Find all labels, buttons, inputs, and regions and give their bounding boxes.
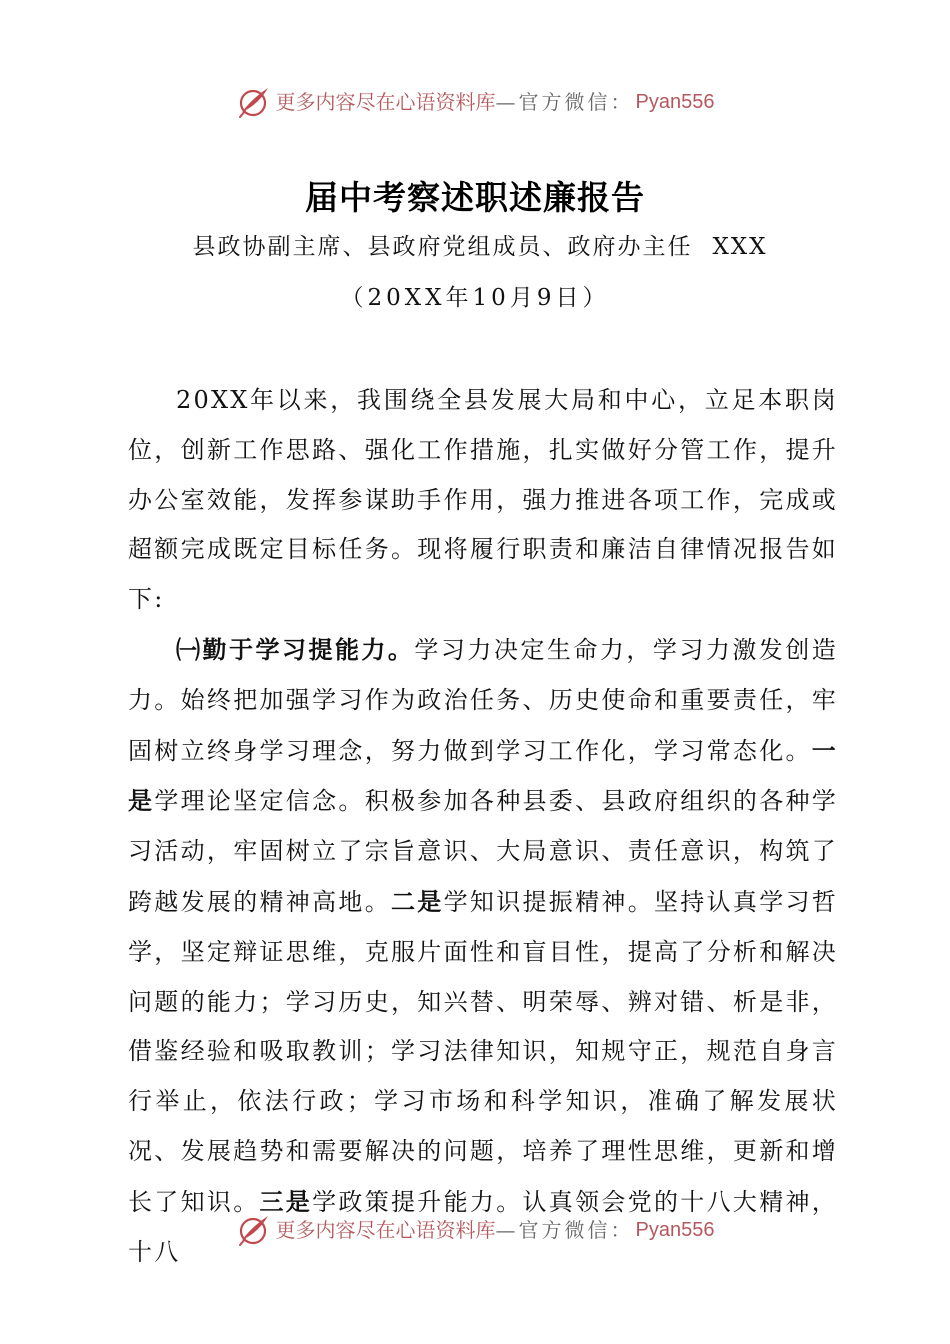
header-watermark bbox=[0, 82, 950, 122]
document-author-line bbox=[0, 229, 950, 265]
document-body bbox=[128, 376, 838, 1277]
intro-paragraph: 20XX年以来，我围绕全县发展大局和中心，立足本职岗位，创新工作思路、强化工作措施，扎实做好分管工作，提升办公室效能，发挥参谋助手作用，强力推进各项工作，完成或超额完成既定目标任务。现将履行职责和廉洁自律情况报告如下: bbox=[128, 386, 838, 614]
footer-watermark bbox=[0, 1210, 950, 1250]
point-2-label: 二是 bbox=[391, 886, 444, 916]
quill-logo-icon bbox=[236, 1212, 272, 1248]
point-3-text: 学政策提升能力。认真领会党的十八大精神，十八 bbox=[128, 1187, 839, 1266]
watermark-brand-text: 更多内容尽在心语资料库 bbox=[275, 90, 496, 114]
author-position: 县政协副主席、县政府党组成员、政府办主任 bbox=[192, 234, 693, 260]
watermark-wechat-id: Pyan556 bbox=[635, 91, 715, 113]
document-title: 届中考察述职述廉报告 bbox=[305, 178, 645, 217]
point-1-label: 一是 bbox=[128, 735, 838, 816]
document-date: （20XX年10月9日） bbox=[340, 285, 610, 311]
watermark-separator-text: —官方微信： bbox=[495, 90, 634, 114]
author-name: XXX bbox=[712, 234, 768, 260]
point-1-text: 学理论坚定信念。积极参加各种县委、县政府组织的各种学习活动，牢固树立了宗旨意识、大局意识、责任意识，构筑了跨越发展的精神高地。 bbox=[128, 787, 839, 916]
watermark-separator-text: —官方微信： bbox=[495, 1218, 634, 1242]
point-2-text: 学知识提振精神。坚持认真学习哲学，坚定辩证思维，克服片面性和盲目性，提高了分析和解决问题的能力；学习历史，知兴替、明荣辱、辨对错、析是非，借鉴经验和吸取教训；学习法律知识，知规守正，规范自身言行举止，依法行政；学习市场和科学知识，准确了解发展状况、发展趋势和需要解决的问题，培养了理性思维，更新和增长了知识。 bbox=[128, 887, 839, 1216]
watermark-brand-text: 更多内容尽在心语资料库 bbox=[275, 1218, 496, 1242]
watermark-wechat-id: Pyan556 bbox=[635, 1219, 715, 1241]
section-1-paragraph bbox=[128, 625, 838, 1277]
quill-logo-icon bbox=[236, 84, 272, 120]
section-1-heading: ㈠勤于学习提能力。 bbox=[176, 634, 415, 664]
point-3-label: 三是 bbox=[259, 1186, 313, 1216]
section-1-text: 学习力决定生命力，学习力激发创造力。始终把加强学习作为政治任务、历史使命和重要责任，牢固树立终身学习理念，努力做到学习工作化，学习常态化。 bbox=[128, 635, 838, 765]
